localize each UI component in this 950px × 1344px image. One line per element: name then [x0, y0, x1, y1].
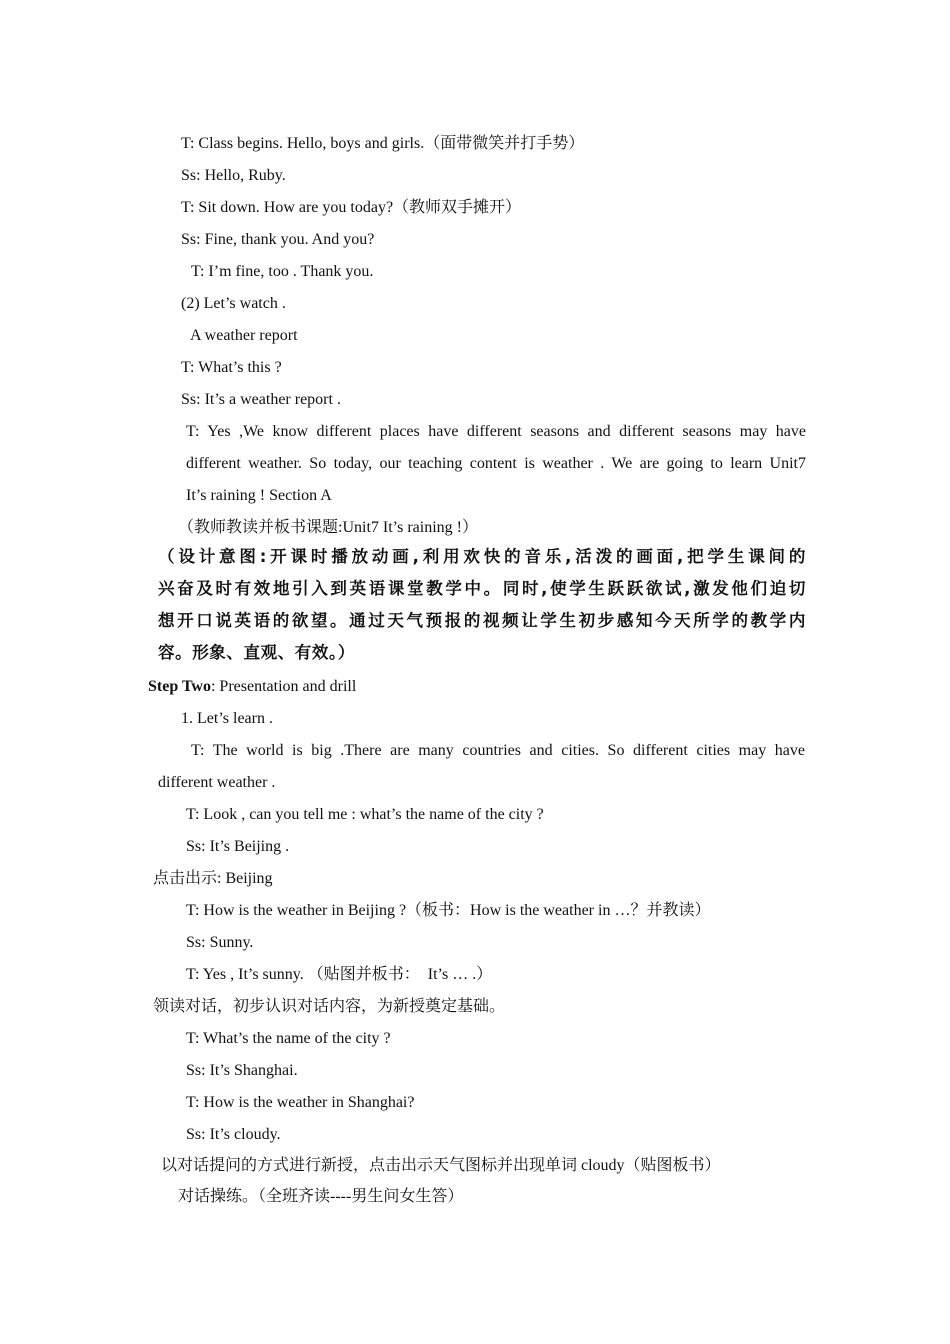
dialogue-line: T: What’s the name of the city ?: [186, 1030, 391, 1047]
teacher-note: （教师教读并板书课题:Unit7 It’s raining !）: [178, 519, 478, 536]
dialogue-line: T: I’m fine, too . Thank you.: [191, 263, 374, 280]
dialogue-line: Ss: Hello, Ruby.: [181, 167, 286, 184]
dialogue-line: T: What’s this ?: [181, 359, 282, 376]
step-subheading: (2) Let’s watch .: [181, 295, 286, 312]
step-heading: [148, 677, 356, 697]
dialogue-line: T: Yes , It’s sunny. （贴图并板书： It’s … .）: [186, 966, 493, 983]
teacher-note: 以对话提问的方式进行新授，点击出示天气图标并出现单词 cloudy（贴图板书）: [161, 1157, 721, 1174]
dialogue-line: T: Sit down. How are you today?（教师双手摊开）: [181, 199, 522, 216]
dialogue-line: Ss: Fine, thank you. And you?: [181, 231, 375, 248]
design-intent-line: 想开口说英语的欲望。通过天气预报的视频让学生初步感知今天所学的教学内: [158, 611, 806, 630]
paragraph-line: different weather. So today, our teaching content is weather . We are going to learn Unit7: [186, 455, 806, 472]
design-intent-line: （设计意图:开课时播放动画,利用欢快的音乐,活泼的画面,把学生课间的: [158, 547, 806, 566]
design-intent-line: 兴奋及时有效地引入到英语课堂教学中。同时,使学生跃跃欲试,激发他们迫切: [158, 579, 806, 598]
teacher-note: 点击出示: Beijing: [153, 870, 273, 887]
step-heading-label: Step Two: [148, 678, 211, 695]
teacher-note: 领读对话，初步认识对话内容，为新授奠定基础。: [153, 998, 506, 1015]
teacher-note: 对话操练。（全班齐读----男生问女生答）: [178, 1188, 464, 1205]
step-heading-text: : Presentation and drill: [210, 678, 357, 695]
dialogue-line: T: How is the weather in Shanghai?: [186, 1094, 415, 1111]
dialogue-line: Ss: It’s cloudy.: [186, 1126, 281, 1143]
step-subheading: 1. Let’s learn .: [181, 710, 273, 727]
paragraph-line: It’s raining ! Section A: [186, 487, 332, 504]
dialogue-line: T: Class begins. Hello, boys and girls.（面带微笑并打手势）: [181, 135, 585, 152]
paragraph-line: T: The world is big .There are many countries and cities. So different cities may have: [191, 742, 805, 759]
dialogue-line: Ss: It’s a weather report .: [181, 391, 341, 408]
paragraph-line: different weather .: [158, 774, 276, 791]
design-intent-line: 容。形象、直观、有效。）: [158, 643, 355, 662]
dialogue-line: T: How is the weather in Beijing ?（板书：How is the weather in …？并教读）: [186, 902, 711, 919]
dialogue-line: Ss: It’s Shanghai.: [186, 1062, 298, 1079]
dialogue-line: Ss: It’s Beijing .: [186, 838, 290, 855]
dialogue-line: T: Look , can you tell me : what’s the name of the city ?: [186, 806, 544, 823]
paragraph-line: T: Yes ,We know different places have different seasons and different seasons may have: [186, 423, 806, 440]
activity-title: A weather report: [190, 327, 298, 344]
dialogue-line: Ss: Sunny.: [186, 934, 254, 951]
